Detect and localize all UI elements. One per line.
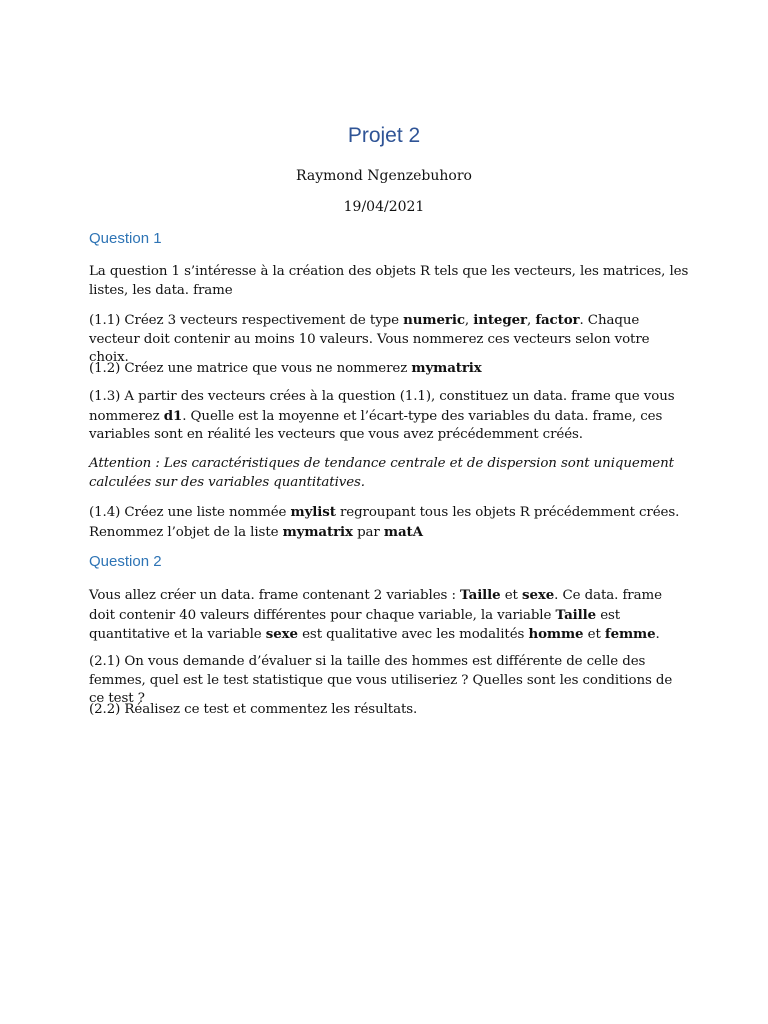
text: . Chaque vecteur doit contenir au moins 10 valeurs. Vous nommerez ces vecteurs selon votre choix. (89, 313, 650, 366)
keyword-taille: Taille (555, 606, 597, 623)
text: (1.1) Créez 3 vecteurs respectivement de type (89, 313, 404, 328)
paragraph-1-3 (89, 388, 689, 445)
text: regroupant tous les objets R précédemment crées. Renommez l’objet de la liste (89, 505, 680, 540)
keyword-integer: integer (473, 312, 527, 328)
keyword-mylist: mylist (290, 504, 336, 520)
question-2-heading: Question 2 (89, 553, 162, 570)
text: et (500, 588, 522, 603)
paragraph-2-2: (2.2) Réalisez ce test et commentez les résultats. (89, 702, 418, 717)
text: , (464, 313, 474, 328)
document-date: 19/04/2021 (343, 199, 425, 215)
document-title: Projet 2 (347, 124, 421, 147)
text: est quantitative et la variable (89, 607, 621, 643)
text: est qualitative avec les modalités (297, 627, 529, 643)
text: . Ce data. frame doit contenir 40 valeurs différentes pour chaque variable, la variable (89, 588, 662, 623)
attention-note: Attention : Les caractéristiques de tendance centrale et de dispersion sont uniquement calculées sur des variables quantitatives. (89, 456, 674, 490)
keyword-mata: matA (383, 523, 423, 540)
keyword-sexe: sexe (265, 626, 298, 643)
text: (1.2) Créez une matrice que vous ne nommerez (89, 361, 412, 376)
keyword-homme: homme (528, 626, 584, 643)
text: par (352, 524, 384, 540)
text: Vous allez créer un data. frame contenant 2 variables : (89, 588, 461, 603)
paragraph-1-4 (89, 503, 689, 542)
keyword-d1: d1 (163, 407, 183, 424)
question-1-heading: Question 1 (89, 230, 162, 247)
text: (1.4) Créez une liste nommée (89, 505, 291, 520)
text: . Quelle est la moyenne et l’écart-type des variables du data. frame, ces variables sont en réalité les vecteurs que vous avez précédemment créés. (89, 408, 663, 443)
text: et (583, 627, 605, 643)
keyword-femme: femme (604, 626, 656, 643)
keyword-taille: Taille (460, 587, 501, 603)
author-name: Raymond Ngenzebuhoro (296, 168, 472, 184)
text: , (526, 313, 536, 328)
text: (1.3) A partir des vecteurs crées à la question (1.1), constituez un data. frame que vous nommerez (89, 389, 675, 424)
keyword-mymatrix: mymatrix (282, 523, 353, 540)
paragraph-2-1: (2.1) On vous demande d’évaluer si la taille des hommes est différente de celle des femmes, quel est le test statistique que vous utiliseriez ? Quelles sont les conditions de ce test ? (89, 654, 673, 707)
keyword-sexe: sexe (522, 587, 555, 603)
text: . (655, 627, 660, 643)
paragraph-1-2 (89, 359, 689, 379)
question-2-intro (89, 586, 689, 645)
question-1-intro: La question 1 s’intéresse à la création des objets R tels que les vecteurs, les matrices, les listes, les data. frame (89, 264, 689, 298)
keyword-factor: factor (535, 312, 580, 328)
keyword-mymatrix: mymatrix (411, 360, 482, 376)
keyword-numeric: numeric (403, 312, 465, 328)
